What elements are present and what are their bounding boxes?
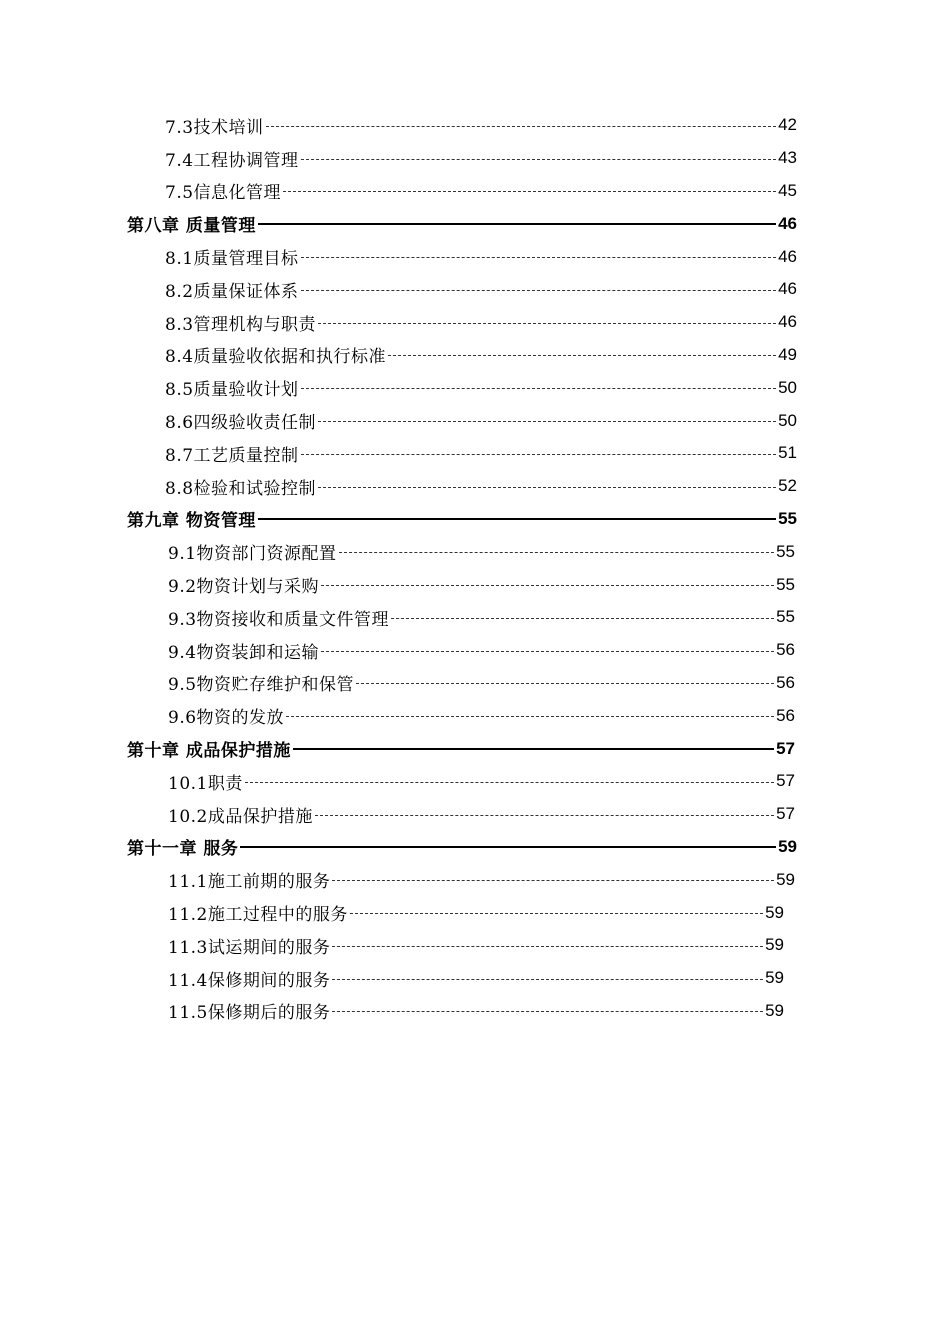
- toc-entry-page: 55: [776, 541, 795, 561]
- toc-chapter-label: 第十章 成品保护措施: [127, 741, 291, 762]
- toc-entry-label: 8.7工艺质量控制: [165, 445, 299, 466]
- toc-chapter-heading[interactable]: [0, 831, 950, 864]
- dot-leader: [321, 651, 774, 652]
- toc-chapter-heading[interactable]: [0, 503, 950, 536]
- toc-entry-label: 11.5保修期后的服务: [168, 1003, 331, 1024]
- toc-chapter-label: 第十一章 服务: [127, 839, 239, 860]
- toc-entry-label: 7.4工程协调管理: [165, 150, 299, 171]
- toc-entry-label: 11.4保修期间的服务: [168, 970, 331, 991]
- dot-leader: [318, 323, 776, 324]
- dot-leader: [332, 979, 763, 980]
- toc-entry[interactable]: [0, 699, 950, 732]
- toc-entry-label: 9.1物资部门资源配置: [168, 544, 337, 565]
- toc-entry-label: 9.5物资贮存维护和保管: [168, 675, 355, 696]
- toc-entry-page: 42: [778, 115, 797, 135]
- toc-entry-page: 56: [776, 640, 795, 660]
- toc-entry-label: 8.6四级验收责任制: [165, 413, 317, 434]
- toc-entry-label: 9.3物资接收和质量文件管理: [168, 609, 390, 630]
- toc-entry[interactable]: [0, 306, 950, 339]
- toc-entry[interactable]: [0, 371, 950, 404]
- toc-entry-page: 50: [778, 410, 797, 430]
- toc-entry-page: 46: [778, 246, 797, 266]
- dot-leader: [301, 454, 777, 455]
- toc-entry-label: 10.1职责: [168, 773, 243, 794]
- toc-entry-page: 59: [765, 968, 784, 988]
- toc-entry[interactable]: [0, 863, 950, 896]
- toc-entry-label: 9.2物资计划与采购: [168, 577, 320, 598]
- toc-entry[interactable]: [0, 601, 950, 634]
- toc-entry-page: 45: [778, 180, 797, 200]
- toc-entry-label: 8.5质量验收计划: [165, 380, 299, 401]
- toc-chapter-label: 第八章 质量管理: [127, 216, 256, 237]
- toc-entry-page: 50: [778, 377, 797, 397]
- dot-leader: [286, 716, 774, 717]
- toc-chapter-label: 第九章 物资管理: [127, 511, 256, 532]
- toc-entry[interactable]: [0, 273, 950, 306]
- toc-entry-label: 10.2成品保护措施: [168, 806, 313, 827]
- dot-leader: [332, 946, 763, 947]
- toc-entry-label: 8.8检验和试验控制: [165, 478, 317, 499]
- toc-entry-page: 59: [765, 1000, 784, 1020]
- toc-entry[interactable]: [0, 568, 950, 601]
- toc-entry[interactable]: [0, 929, 950, 962]
- line-leader: [293, 748, 774, 750]
- toc-entry-page: 57: [776, 804, 795, 824]
- dot-leader: [301, 159, 777, 160]
- toc-entry-page: 59: [765, 935, 784, 955]
- toc-entry[interactable]: [0, 634, 950, 667]
- toc-entry-label: 8.1质量管理目标: [165, 249, 299, 270]
- line-leader: [258, 518, 776, 520]
- dot-leader: [301, 290, 777, 291]
- toc-entry-page: 52: [778, 476, 797, 496]
- toc-entry-page: 55: [776, 607, 795, 627]
- toc-entry-page: 51: [778, 443, 797, 463]
- toc-entry[interactable]: [0, 962, 950, 995]
- toc-entry-page: 57: [776, 771, 795, 791]
- toc-entry-label: 11.1施工前期的服务: [168, 872, 331, 893]
- toc-entry-page: 46: [778, 312, 797, 332]
- dot-leader: [301, 388, 777, 389]
- dot-leader: [318, 487, 776, 488]
- dot-leader: [332, 1011, 763, 1012]
- dot-leader: [388, 355, 776, 356]
- table-of-contents: [0, 109, 950, 1027]
- toc-entry-page: 59: [765, 902, 784, 922]
- toc-entry-page: 59: [776, 869, 795, 889]
- toc-entry[interactable]: [0, 667, 950, 700]
- line-leader: [258, 223, 776, 225]
- toc-chapter-page: 55: [778, 508, 797, 528]
- dot-leader: [339, 552, 775, 553]
- toc-chapter-heading[interactable]: [0, 207, 950, 240]
- toc-chapter-page: 59: [778, 836, 797, 856]
- toc-chapter-page: 46: [778, 213, 797, 233]
- toc-entry-label: 7.3技术培训: [165, 117, 264, 138]
- toc-entry-label: 7.5信息化管理: [165, 183, 282, 204]
- toc-entry[interactable]: [0, 240, 950, 273]
- toc-entry[interactable]: [0, 896, 950, 929]
- toc-entry[interactable]: [0, 142, 950, 175]
- toc-entry[interactable]: [0, 765, 950, 798]
- toc-entry[interactable]: [0, 175, 950, 208]
- toc-entry[interactable]: [0, 995, 950, 1028]
- toc-entry-label: 9.6物资的发放: [168, 708, 285, 729]
- toc-entry[interactable]: [0, 535, 950, 568]
- toc-entry[interactable]: [0, 339, 950, 372]
- toc-entry-page: 56: [776, 672, 795, 692]
- line-leader: [240, 846, 776, 848]
- toc-entry-label: 11.2施工过程中的服务: [168, 905, 348, 926]
- toc-entry[interactable]: [0, 437, 950, 470]
- dot-leader: [391, 618, 774, 619]
- dot-leader: [332, 880, 774, 881]
- toc-entry-label: 8.3管理机构与职责: [165, 314, 317, 335]
- dot-leader: [301, 257, 777, 258]
- dot-leader: [356, 683, 774, 684]
- toc-entry-page: 43: [778, 148, 797, 168]
- dot-leader: [283, 191, 776, 192]
- toc-entry-page: 55: [776, 574, 795, 594]
- toc-chapter-page: 57: [776, 738, 795, 758]
- dot-leader: [245, 782, 774, 783]
- dot-leader: [318, 421, 776, 422]
- toc-entry[interactable]: [0, 109, 950, 142]
- toc-chapter-heading[interactable]: [0, 732, 950, 765]
- toc-entry[interactable]: [0, 470, 950, 503]
- toc-entry-label: 8.4质量验收依据和执行标准: [165, 347, 387, 368]
- toc-entry[interactable]: [0, 404, 950, 437]
- dot-leader: [350, 913, 763, 914]
- toc-entry[interactable]: [0, 798, 950, 831]
- toc-entry-label: 8.2质量保证体系: [165, 281, 299, 302]
- dot-leader: [315, 815, 774, 816]
- toc-entry-page: 46: [778, 279, 797, 299]
- toc-entry-label: 9.4物资装卸和运输: [168, 642, 320, 663]
- toc-entry-page: 56: [776, 705, 795, 725]
- toc-entry-page: 49: [778, 344, 797, 364]
- dot-leader: [321, 585, 774, 586]
- toc-entry-label: 11.3试运期间的服务: [168, 937, 331, 958]
- dot-leader: [266, 126, 777, 127]
